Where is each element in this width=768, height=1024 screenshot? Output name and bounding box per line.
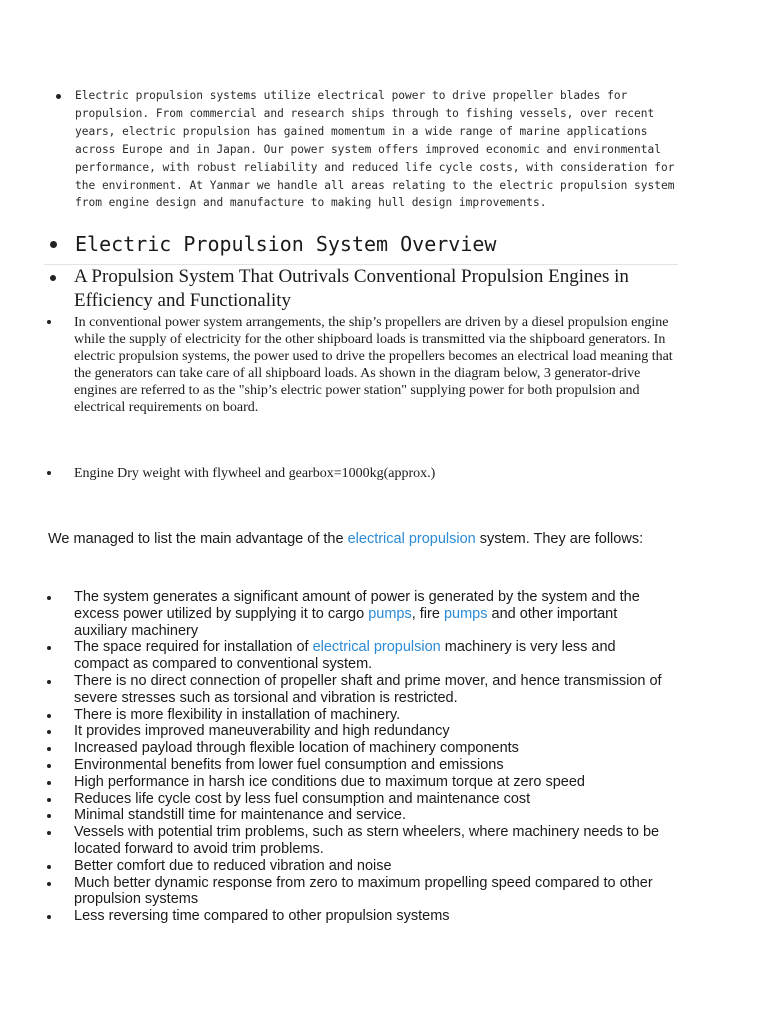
item-text: Environmental benefits from lower fuel consumption and emissions — [74, 756, 504, 773]
pumps-link[interactable]: pumps — [443, 605, 488, 622]
list-item — [44, 314, 674, 416]
bullet-icon — [47, 680, 51, 684]
bullet-icon — [47, 646, 51, 650]
list-item — [44, 707, 664, 724]
item-text: and other important auxiliary machinery — [74, 605, 618, 639]
item-text: Vessels with potential trim problems, such as stern wheelers, where machinery needs to be located forward to avoid trim problems. — [74, 824, 660, 857]
list-item — [44, 791, 664, 808]
list-item — [44, 723, 664, 740]
overview-list — [44, 228, 678, 260]
bullet-icon — [47, 798, 51, 802]
bullet-icon — [47, 471, 51, 475]
item-text: machinery is very less and compact as compared to conventional system. — [74, 639, 616, 673]
bullet-icon — [47, 764, 51, 768]
list-item — [44, 875, 664, 909]
weight-text: Engine Dry weight with flywheel and gearbox=1000kg(approx.) — [74, 466, 436, 481]
list-item — [44, 673, 664, 707]
advantages-intro-before: We managed to list the main advantage of the — [48, 531, 348, 547]
weight-list — [44, 465, 674, 482]
intro-text: Electric propulsion systems utilize electrical power to drive propeller blades for propulsion. From commercial and research ships through to fishing vessels, over recent years, electric propulsion has gained momentum in a wide range of marine applications across Europe and in Japan. Our power system offers improved economic and environmental performance, with robust reliability and reduced life cycle costs, with consideration for the environment. At Yanmar we handle all areas relating to the electric propulsion system from engine design and manufacture to making hull design improvements. — [75, 89, 675, 210]
bullet-icon — [47, 747, 51, 751]
item-text: Reduces life cycle cost by less fuel consumption and maintenance cost — [74, 790, 531, 807]
item-text: There is more flexibility in installation of machinery. — [74, 706, 401, 723]
conventional-text: In conventional power system arrangements, the ship’s propellers are driven by a diesel propulsion engine while the supply of electricity for the other shipboard loads is transmitted via the shipboard generators. In electric propulsion systems, the power used to drive the propellers becomes an electrical load meaning that the generators can take care of all shipboard loads. As shown in the diagram below, 3 generator-drive engines are referred to as the "ship’s electric power station" supplying power for both propulsion and electrical requirements on board. — [74, 315, 673, 415]
list-item — [44, 824, 664, 858]
item-text: The space required for installation of — [74, 639, 313, 656]
bullet-icon — [47, 320, 51, 324]
intro-list — [54, 87, 694, 212]
item-text: The system generates a significant amount of power is generated by the system and the excess power utilized by supplying it to cargo — [74, 589, 640, 622]
bullet-icon — [47, 882, 51, 886]
list-item — [44, 908, 664, 925]
subhead-list — [44, 265, 664, 313]
list-item — [44, 740, 664, 757]
item-text: There is no direct connection of propeller shaft and prime mover, and hence transmission of severe stresses such as torsional and vibration is restricted. — [74, 672, 662, 706]
list-item — [44, 589, 664, 639]
list-item — [44, 807, 664, 824]
bullet-icon — [47, 730, 51, 734]
bullet-icon — [56, 94, 61, 99]
bullet-icon — [47, 915, 51, 919]
bullet-icon — [47, 865, 51, 869]
item-text: Increased payload through flexible location of machinery components — [74, 740, 519, 757]
list-item — [44, 774, 664, 791]
bullet-icon — [47, 814, 51, 818]
pumps-link[interactable]: pumps — [368, 605, 412, 622]
bullet-icon — [47, 781, 51, 785]
item-text: It provides improved maneuverability and high redundancy — [74, 723, 450, 740]
item-text: Much better dynamic response from zero to maximum propelling speed compared to other propulsion systems — [74, 874, 653, 908]
list-item — [54, 87, 694, 212]
subhead-text: A Propulsion System That Outrivals Conventional Propulsion Engines in Efficiency and Functionality — [74, 266, 629, 311]
body-list — [44, 314, 674, 416]
item-text: Less reversing time compared to other propulsion systems — [74, 908, 450, 925]
advantages-intro — [48, 531, 648, 548]
list-item — [44, 228, 678, 260]
advantages-intro-after: system. They are follows: — [475, 531, 644, 547]
item-text: Minimal standstill time for maintenance and service. — [74, 807, 407, 824]
item-text: Better comfort due to reduced vibration and noise — [74, 857, 392, 874]
bullet-icon — [47, 714, 51, 718]
item-text: , fire — [411, 605, 444, 622]
electrical-propulsion-link[interactable]: electrical propulsion — [312, 639, 441, 656]
list-item — [44, 639, 664, 673]
list-item — [44, 757, 664, 774]
overview-heading: Electric Propulsion System Overview — [75, 232, 497, 256]
bullet-icon — [47, 596, 51, 600]
advantages-list — [44, 589, 664, 925]
item-text: High performance in harsh ice conditions due to maximum torque at zero speed — [74, 773, 585, 790]
bullet-icon — [50, 241, 57, 248]
bullet-icon — [47, 831, 51, 835]
electrical-propulsion-link[interactable]: electrical propulsion — [347, 531, 476, 547]
bullet-icon — [50, 275, 56, 281]
list-item — [44, 858, 664, 875]
list-item — [44, 265, 664, 313]
list-item — [44, 465, 674, 482]
